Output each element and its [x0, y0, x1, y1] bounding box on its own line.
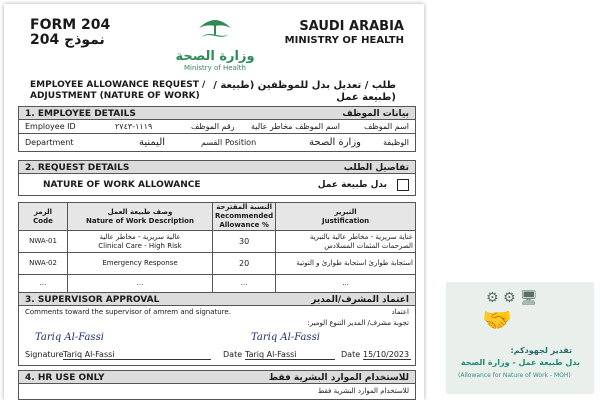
row-justification[interactable]: عناية سريرية - مخاطر عالية بالتبرية الصرحمات المثمات المسلادس — [276, 231, 416, 253]
section-hr-use-only — [18, 370, 416, 384]
title-en — [30, 80, 205, 102]
row-description-ar: عالية سريرية - مخاطر عالية — [99, 232, 181, 241]
col-description-en: Nature of Work Description — [86, 216, 194, 225]
row-percentage[interactable]: 20 — [213, 253, 276, 275]
moh-logo — [170, 16, 260, 72]
gear-icon: ⚙ ⚙ 🖥 — [486, 290, 538, 306]
signature-field[interactable]: Tariq Al-Fassi — [63, 350, 211, 360]
date-label: Date — [223, 350, 243, 359]
allowance-table — [18, 202, 416, 293]
form-number — [30, 18, 110, 48]
hr-box — [18, 384, 416, 400]
section-supervisor-approval — [18, 292, 416, 306]
col-code — [19, 203, 68, 231]
col-percentage-en: Recommended Allowance % — [215, 212, 274, 229]
table-row — [19, 253, 416, 275]
section-title-ar: بيانات الموظف — [342, 109, 409, 119]
country-name: SAUDI ARABIA — [299, 19, 404, 34]
col-percentage — [213, 203, 276, 231]
department-row — [18, 134, 416, 152]
col-percentage-ar: النسبة المقترحة — [216, 203, 272, 211]
table-row — [19, 231, 416, 253]
title-ar-line1: طلب / تعديل بدل للموظفين (طبيعة / — [213, 80, 396, 91]
table-row — [19, 275, 416, 293]
col-justification-ar: التبرير — [334, 207, 357, 216]
card-line2: بدل طبيعة عمل - وزارة الصحة — [460, 358, 580, 367]
department-value[interactable]: اليمنية — [139, 137, 166, 148]
title-en-line2: ADJUSTMENT (NATURE OF WORK) — [30, 91, 200, 101]
section-title-en: 3. SUPERVISOR APPROVAL — [25, 295, 160, 305]
col-description — [68, 203, 213, 231]
row-code[interactable]: NWA-01 — [19, 231, 68, 253]
col-justification-en: Justification — [322, 216, 370, 225]
supervisor-signature-script: Tariq Al-Fassi — [35, 332, 104, 343]
title-ar — [213, 80, 396, 104]
title-en-line1: EMPLOYEE ALLOWANCE REQUEST / — [30, 80, 206, 90]
section-title-en: 2. REQUEST DETAILS — [25, 163, 130, 173]
section-title-en: 4. HR USE ONLY — [25, 373, 105, 383]
row-code[interactable]: NWA-02 — [19, 253, 68, 275]
appreciation-card — [446, 282, 594, 394]
employee-name-label-ar: اسم الموظف — [364, 122, 409, 131]
allowance-type-row — [18, 174, 416, 196]
supervisor-comments-ar: اعتماد — [391, 308, 409, 316]
card-line3: (Allowance for Nature of Work - MOH) — [458, 372, 571, 379]
row-description-en: Clinical Care - High Risk — [98, 241, 182, 250]
employee-id-value[interactable]: ١١١٩-٢٧٤٣ — [115, 122, 153, 131]
date-field-2[interactable]: 15/10/2023 — [363, 350, 410, 359]
card-line1: تقدير لجهودكم: — [510, 346, 572, 355]
position-label-ar: الوظيفة — [383, 138, 409, 147]
title-ar-line2: (طبيعة عمل — [336, 92, 396, 103]
logo-text-en: Ministry of Health — [184, 64, 246, 72]
date-field[interactable]: Tariq Al-Fassi — [245, 350, 335, 360]
employee-id-row — [18, 120, 416, 134]
section-title-ar: للاستخدام الموارد البشرية فقط — [268, 373, 409, 383]
row-percentage[interactable]: 30 — [213, 231, 276, 253]
section-employee-details — [18, 106, 416, 120]
hr-note-ar: للاستخدام الموارد البشرية فقط — [317, 387, 409, 395]
department-label: Department — [25, 138, 74, 147]
department-label-ar: القسم — [201, 138, 223, 147]
logo-text-ar: وزارة الصحة — [175, 49, 255, 64]
form-header — [4, 4, 424, 74]
section-title-ar: اعتماد المشرف/المدير — [311, 295, 409, 305]
position-value[interactable]: وزارة الصحة — [309, 137, 361, 148]
supervisor-comments-en: Comments toward the supervisor of amrem and signature. — [25, 308, 231, 316]
row-code[interactable]: ... — [19, 275, 68, 293]
allowance-type-ar: بدل طبيعة عمل — [317, 180, 387, 190]
position-label: Position — [225, 138, 257, 147]
signature-label: Signature — [25, 350, 64, 359]
row-percentage[interactable]: ... — [213, 275, 276, 293]
supervisor-signature-script-2: Tariq Al-Fassi — [251, 332, 320, 343]
supervisor-note-ar: تجوبة مشرف/ المدير التنوع الومير: — [307, 319, 409, 327]
supervisor-box — [18, 306, 416, 366]
allowance-checkbox[interactable] — [397, 179, 409, 191]
employee-id-label-ar: رقم الموظف — [191, 122, 235, 131]
section-title-ar: تفاصيل الطلب — [343, 163, 409, 173]
employee-id-label: Employee ID — [25, 122, 76, 131]
form-number-en: FORM 204 — [30, 17, 111, 33]
handshake-icon: 🤝 — [482, 306, 512, 334]
col-description-ar: وصف طبيعة العمل — [107, 207, 173, 216]
table-header-row — [19, 203, 416, 231]
row-justification[interactable]: ... — [276, 275, 416, 293]
row-description[interactable]: ... — [68, 275, 213, 293]
section-request-details — [18, 160, 416, 174]
ministry-heading — [285, 20, 404, 48]
row-justification[interactable]: استجابة طوارئ استجابة طوارئ و التوتية — [276, 253, 416, 275]
allowance-type-en: NATURE OF WORK ALLOWANCE — [43, 180, 201, 190]
form-number-ar: نموذج 204 — [30, 32, 105, 48]
form-document — [4, 4, 424, 400]
row-description[interactable]: Emergency Response — [68, 253, 213, 275]
ministry-name: MINISTRY OF HEALTH — [284, 35, 404, 46]
palm-icon — [195, 16, 235, 46]
employee-name-value[interactable]: اسم الموظف مخاطر عالية — [251, 122, 340, 131]
row-description[interactable] — [68, 231, 213, 253]
section-title-en: 1. EMPLOYEE DETAILS — [25, 109, 136, 119]
col-code-en: Code — [33, 216, 53, 225]
col-justification — [276, 203, 416, 231]
date-label-2: Date — [341, 350, 361, 359]
col-code-ar: الرمز — [33, 207, 53, 216]
